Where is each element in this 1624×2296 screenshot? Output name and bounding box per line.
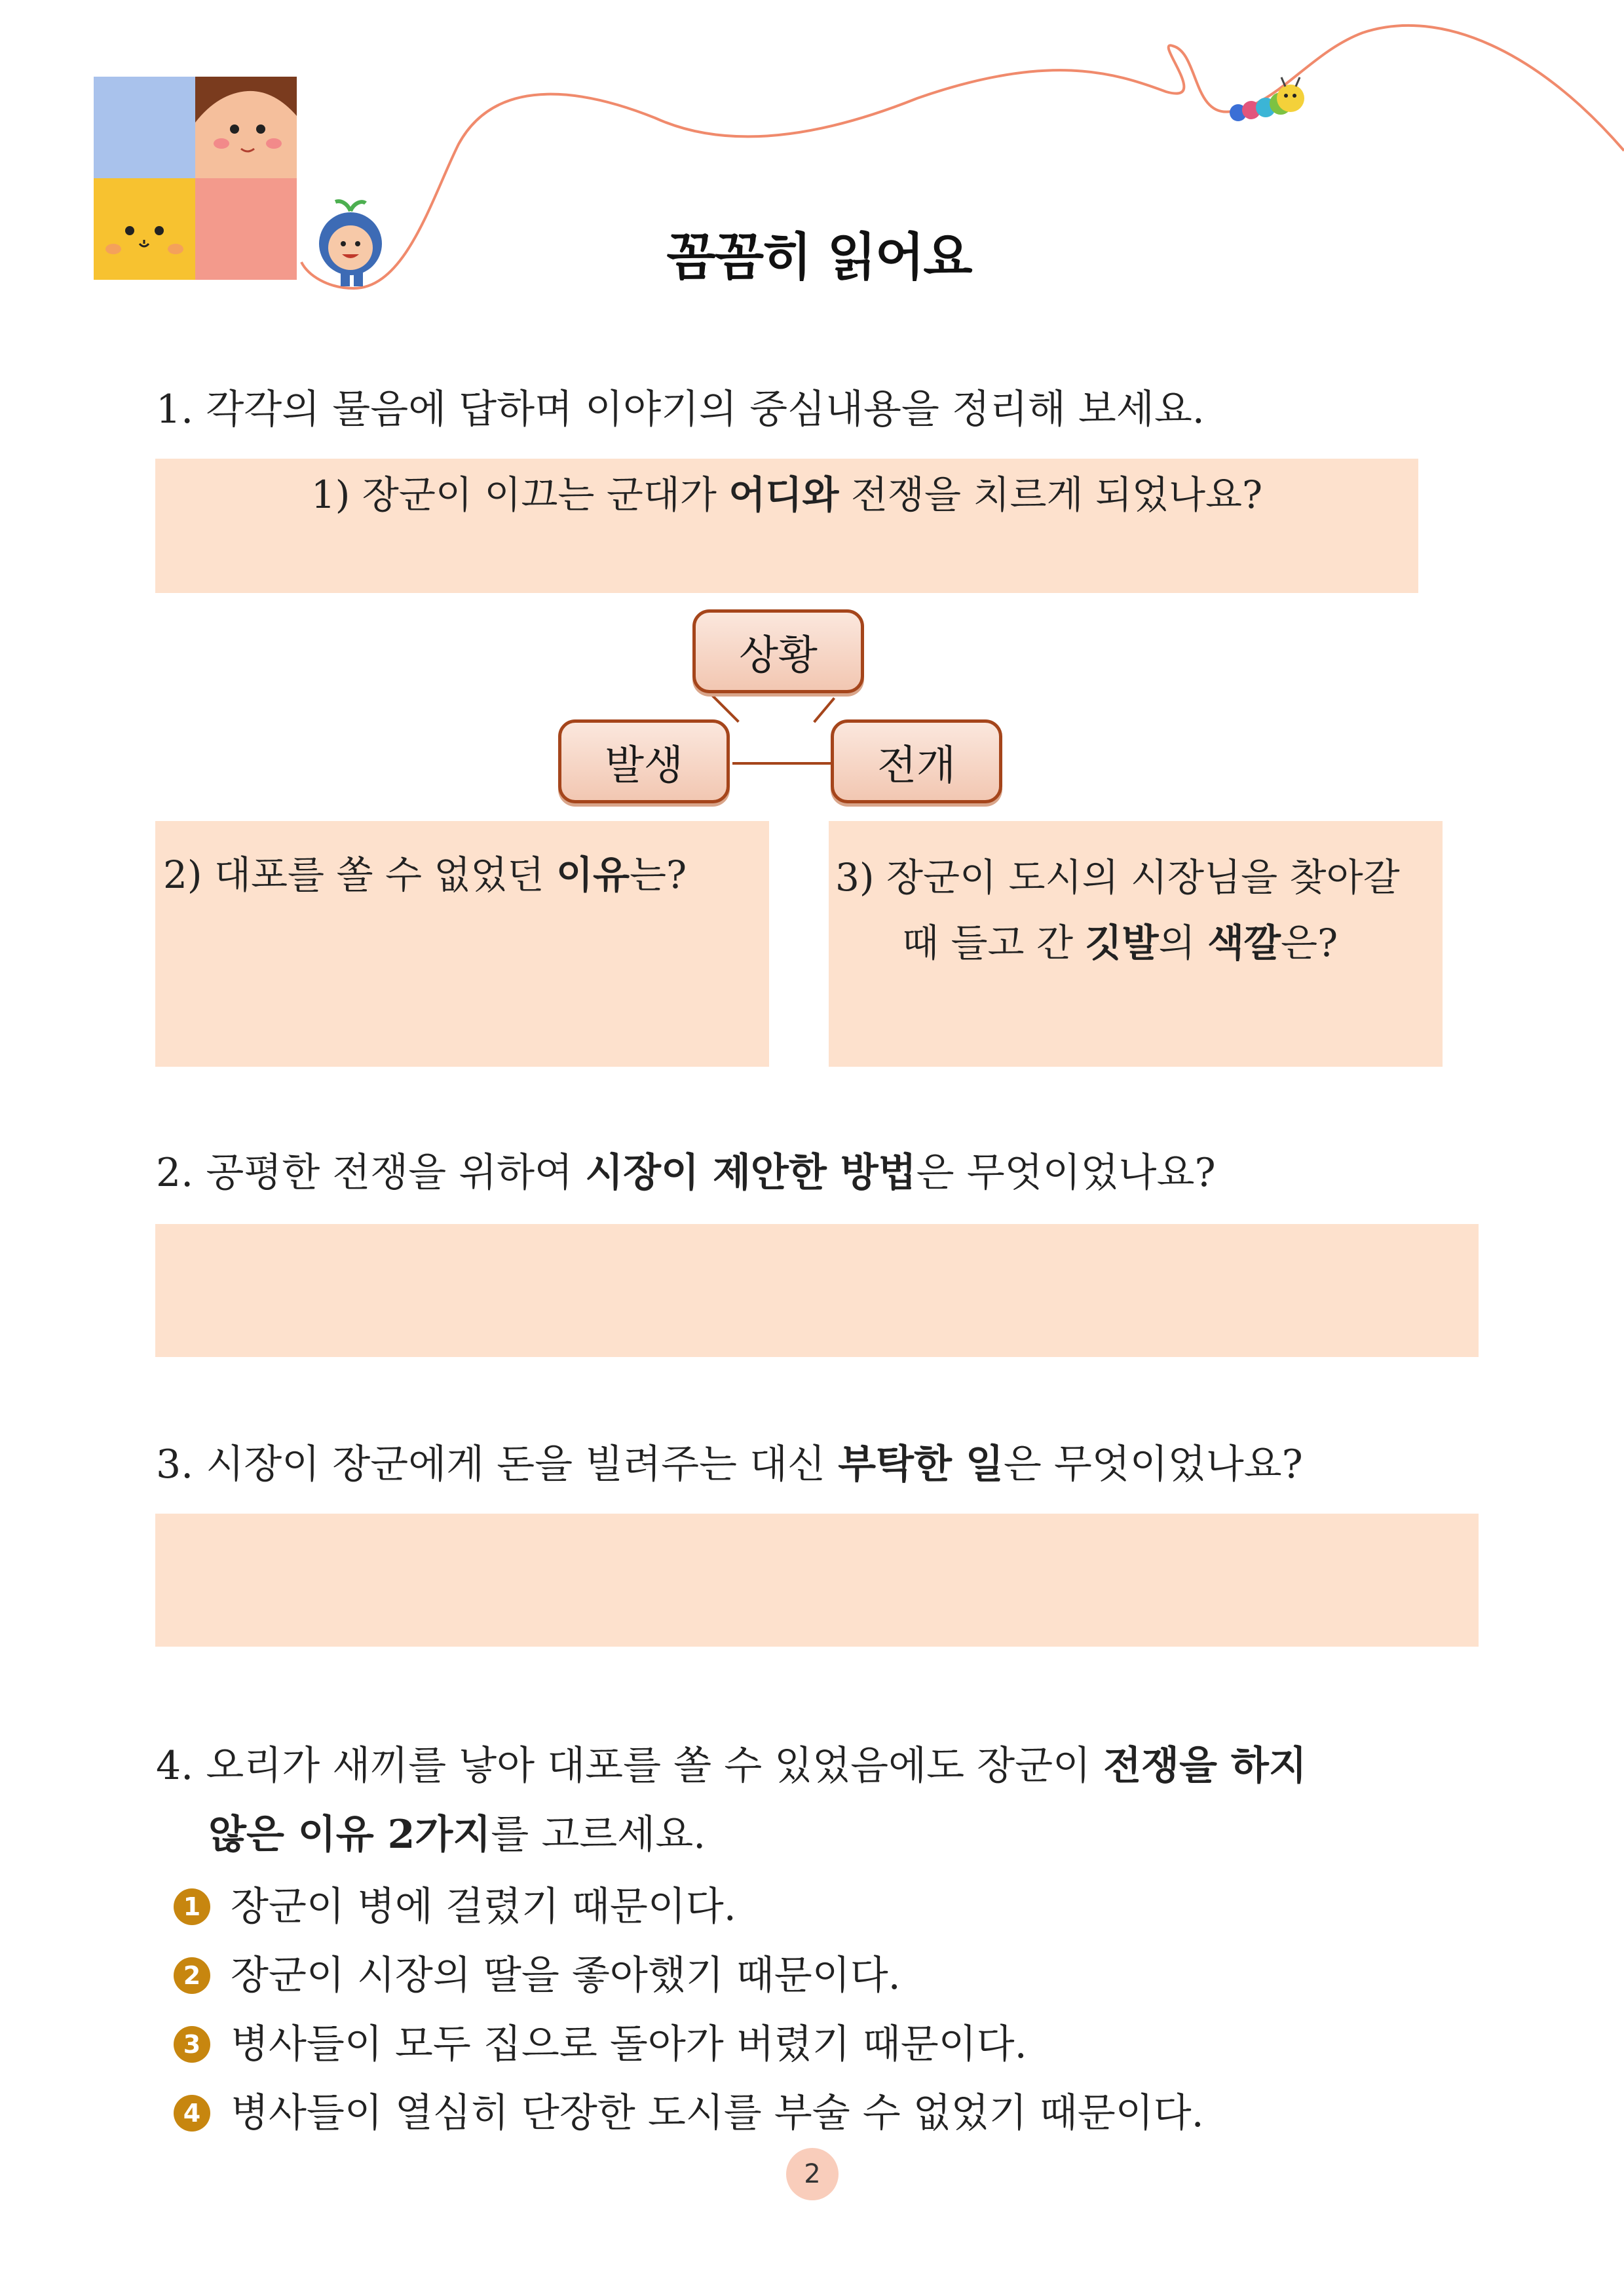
caterpillar-icon — [1230, 77, 1304, 121]
question-4-line1: 4. 오리가 새끼를 낳아 대포를 쏠 수 있었음에도 장군이 전쟁을 하지 — [156, 1743, 1307, 1789]
question-1: 1. 각각의 물음에 답하며 이야기의 중심내용을 정리해 보세요. — [156, 387, 1205, 432]
subquestion-1-3-line1: 3) 장군이 도시의 시장님을 찾아갈 — [835, 855, 1400, 900]
subquestion-1-1: 1) 장군이 이끄는 군대가 어디와 전쟁을 치르게 되었나요? — [311, 472, 1263, 517]
option-2[interactable]: 장군이 시장의 딸을 좋아했기 때문이다. — [231, 1953, 901, 1999]
subquestion-1-3-line2: 때 들고 간 깃발의 색깔은? — [902, 921, 1338, 965]
connector-bottom — [732, 762, 832, 765]
option-3-badge[interactable]: 3 — [174, 2026, 210, 2063]
page-number: 2 — [786, 2148, 839, 2200]
answer-box-1-2[interactable] — [155, 821, 769, 1067]
answer-box-3[interactable] — [155, 1514, 1479, 1647]
kid-character-icon — [319, 201, 382, 286]
option-1-badge[interactable]: 1 — [174, 1888, 210, 1925]
option-1[interactable]: 장군이 병에 걸렸기 때문이다. — [231, 1884, 736, 1930]
blue-pattern-tile — [94, 77, 195, 178]
diagram-node-development: 전개 — [831, 719, 1002, 803]
girl-face-tile — [195, 77, 297, 178]
answer-box-1-1[interactable] — [155, 459, 1418, 593]
answer-box-2[interactable] — [155, 1224, 1479, 1357]
question-2: 2. 공평한 전쟁을 위하여 시장이 제안한 방법은 무엇이었나요? — [156, 1150, 1216, 1196]
connector-right — [813, 697, 835, 723]
answer-box-1-3[interactable] — [829, 821, 1443, 1067]
option-3[interactable]: 병사들이 모두 집으로 돌아가 버렸기 때문이다. — [231, 2021, 1027, 2067]
question-3: 3. 시장이 장군에게 돈을 빌려주는 대신 부탁한 일은 무엇이었나요? — [156, 1442, 1303, 1487]
option-2-badge[interactable]: 2 — [174, 1957, 210, 1994]
subquestion-1-2: 2) 대포를 쏠 수 없었던 이유는? — [163, 852, 687, 897]
pink-pattern-tile — [195, 178, 297, 280]
page-title: 꼼꼼히 읽어요 — [666, 228, 972, 287]
diagram-node-situation: 상황 — [692, 609, 864, 693]
diagram-node-occurrence: 발생 — [558, 719, 730, 803]
option-4-badge[interactable]: 4 — [174, 2095, 210, 2132]
connector-left — [711, 694, 740, 723]
question-4-line2: 않은 이유 2가지를 고르세요. — [208, 1812, 706, 1858]
cat-face-tile — [94, 178, 195, 280]
option-4[interactable]: 병사들이 열심히 단장한 도시를 부술 수 없었기 때문이다. — [231, 2090, 1204, 2136]
